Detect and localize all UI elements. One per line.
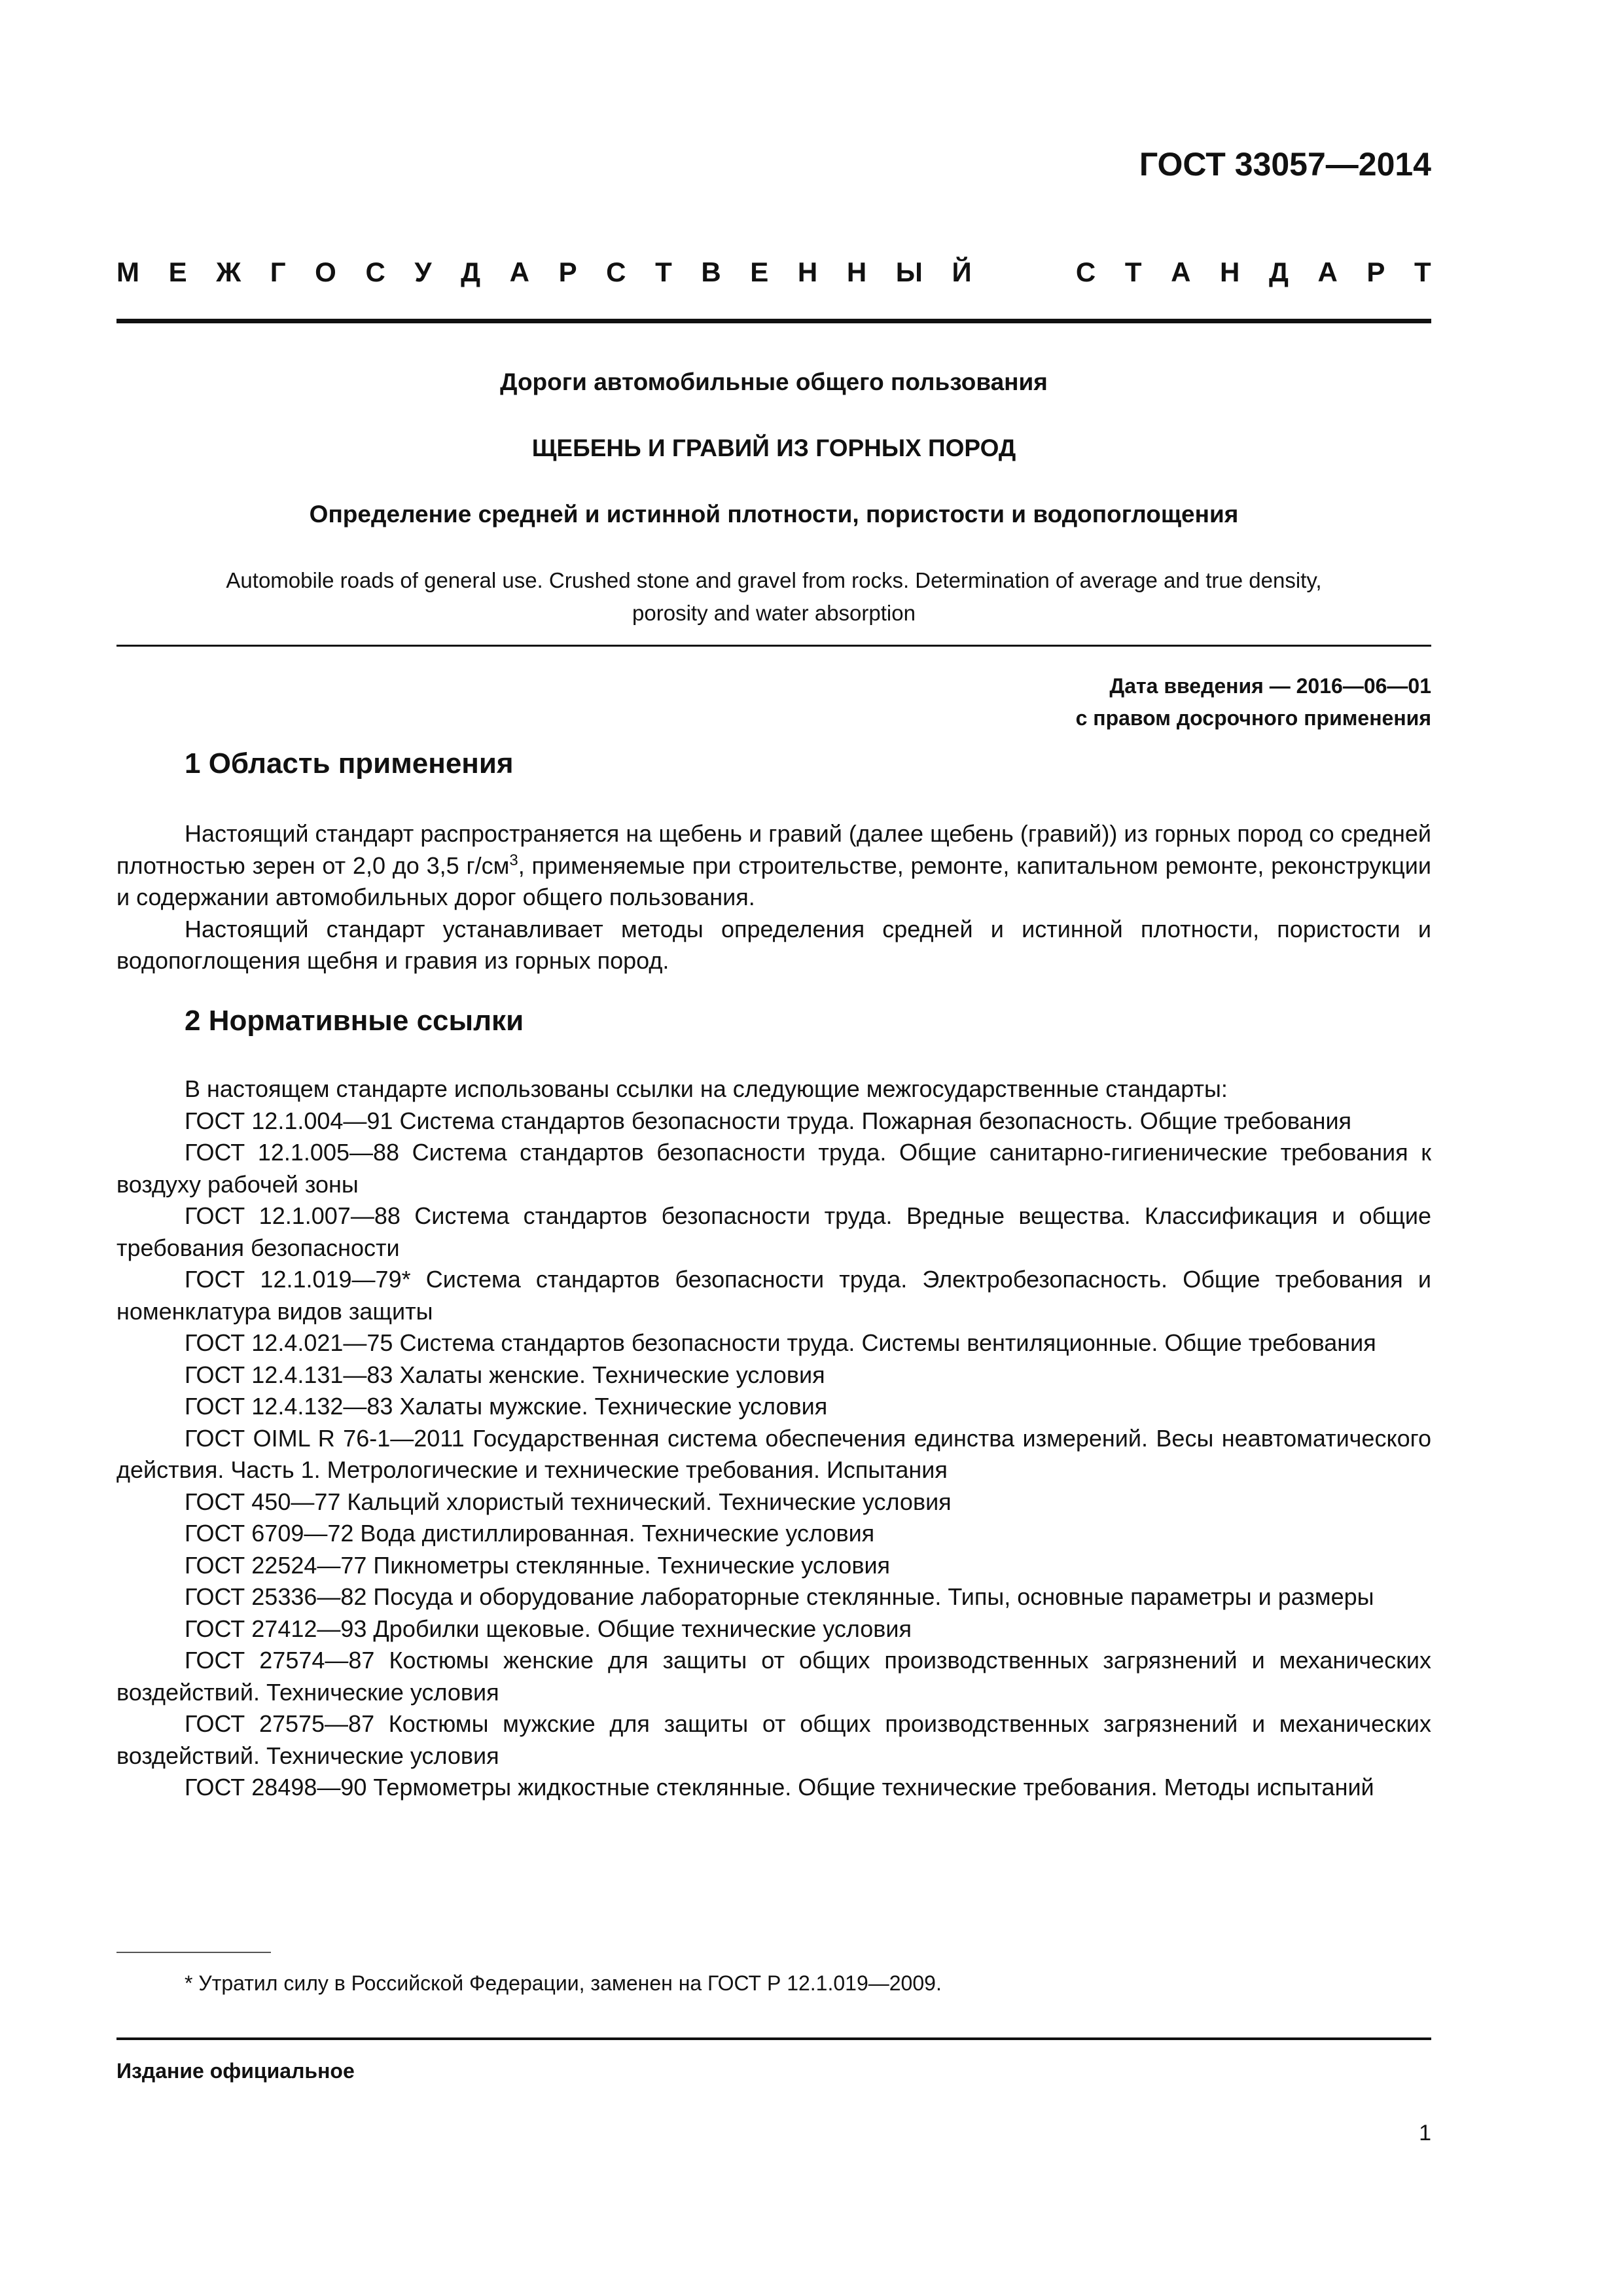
title-rule [116,645,1431,647]
section-2-heading: 2 Нормативные ссылки [185,1005,524,1037]
banner-letter: С [1075,257,1096,287]
english-title [116,564,1431,630]
banner-letter: Н [1220,257,1240,287]
banner-letter: С [365,257,385,287]
banner-letter: О [315,257,336,287]
title-line-1: Дороги автомобильные общего пользования [500,368,1048,395]
page-number: 1 [1419,2121,1431,2145]
footer-rule [116,2037,1431,2040]
banner-letter: Т [1124,257,1142,287]
banner-letter: М [116,257,139,287]
reference-item: ГОСТ 12.4.132—83 Халаты мужские. Технические условия [185,1393,828,1420]
english-title-line-2: porosity and water absorption [632,601,916,625]
reference-item: ГОСТ 27574—87 Костюмы женские для защиты от общих производственных загрязнений и механических воздействий. Технические условия [116,1647,1431,1706]
references-intro: В настоящем стандарте использованы ссылки на следующие межгосударственные стандарты: [185,1075,1228,1102]
banner-letter: Р [558,257,577,287]
reference-item: ГОСТ 28498—90 Термометры жидкостные стеклянные. Общие технические требования. Методы испытаний [185,1774,1374,1801]
reference-item: ГОСТ 12.1.019—79* Система стандартов безопасности труда. Электробезопасность. Общие требования и номенклатура видов защиты [116,1266,1431,1325]
section-1-paragraph-2: Настоящий стандарт устанавливает методы определения средней и истинной плотности, пористости и водопоглощения щебня и гравия из горных пород. [116,915,1431,974]
reference-item: ГОСТ 12.1.004—91 Система стандартов безопасности труда. Пожарная безопасность. Общие требования [185,1107,1352,1134]
reference-item: ГОСТ OIML R 76-1—2011 Государственная система обеспечения единства измерений. Весы неавтоматического действия. Часть 1. Метрологические и технические требования. Испытания [116,1424,1431,1483]
reference-item: ГОСТ 6709—72 Вода дистиллированная. Технические условия [185,1520,875,1547]
banner-letter: Й [952,257,972,287]
reference-item: ГОСТ 27575—87 Костюмы мужские для защиты от общих производственных загрязнений и механических воздействий. Технические условия [116,1710,1431,1769]
banner-letter: А [1317,257,1338,287]
document-page [116,0,1431,2296]
banner-letter: Е [750,257,769,287]
title-line-3: Определение средней и истинной плотности, пористости и водопоглощения [309,501,1239,528]
interstate-standard-banner [116,257,1431,288]
p1-text-before: Настоящий стандарт распространяется на щебень и гравий (далее щебень (гравий)) из горных пород со средней плотностью зерен от 2,0 до 3,5 г/см [116,820,1431,879]
reference-item: ГОСТ 25336—82 Посуда и оборудование лабораторные стеклянные. Типы, основные параметры и размеры [185,1583,1374,1610]
introduction-date [1076,670,1431,734]
reference-item: ГОСТ 12.4.021—75 Система стандартов безопасности труда. Системы вентиляционные. Общие требования [185,1329,1376,1356]
banner-letter: А [509,257,529,287]
section-1-heading: 1 Область применения [185,747,514,780]
banner-letter: Д [461,257,481,287]
banner-letter: С [606,257,626,287]
section-1-body [116,818,1431,977]
section-1-paragraph-1 [116,818,1431,914]
reference-item: ГОСТ 27412—93 Дробилки щековые. Общие технические условия [185,1615,912,1642]
cubic-superscript: 3 [509,851,518,869]
p1-text-after: , применяемые при строительстве, ремонте, капитальном ремонте, реконструкции и содержании автомобильных дорог общего пользования. [116,852,1431,910]
banner-letter: А [1171,257,1191,287]
gost-number: ГОСТ 33057—2014 [1139,146,1431,183]
normative-references [116,1073,1431,1804]
introduction-date-line: Дата введения — 2016—06—01 [1109,674,1431,698]
early-application-line: с правом досрочного применения [1075,706,1431,730]
banner-letter: Т [655,257,672,287]
banner-letter: В [701,257,721,287]
reference-item: ГОСТ 12.1.005—88 Система стандартов безопасности труда. Общие санитарно-гигиенические требования к воздуху рабочей зоны [116,1139,1431,1198]
official-edition: Издание официальное [116,2059,355,2083]
banner-letter: Н [846,257,867,287]
header-rule [116,319,1431,323]
banner-letter: У [414,257,432,287]
banner-letter: Р [1366,257,1385,287]
english-title-line-1: Automobile roads of general use. Crushed stone and gravel from rocks. Determination of average and true density, [226,568,1322,592]
banner-letter: Ж [216,257,241,287]
banner-letter: Е [168,257,187,287]
reference-item: ГОСТ 450—77 Кальций хлористый технический. Технические условия [185,1488,952,1515]
reference-item: ГОСТ 22524—77 Пикнометры стеклянные. Технические условия [185,1551,891,1579]
reference-item: ГОСТ 12.4.131—83 Халаты женские. Технические условия [185,1361,825,1388]
banner-letter: Д [1268,257,1289,287]
title-line-2: ЩЕБЕНЬ И ГРАВИЙ ИЗ ГОРНЫХ ПОРОД [531,435,1016,461]
banner-letter: Т [1414,257,1431,287]
footnote: * Утратил силу в Российской Федерации, заменен на ГОСТ Р 12.1.019—2009. [185,1971,942,1995]
banner-letter: Ы [895,257,923,287]
banner-letter: Г [270,257,286,287]
banner-letter: Н [797,257,818,287]
reference-item: ГОСТ 12.1.007—88 Система стандартов безопасности труда. Вредные вещества. Классификация и общие требования безопасности [116,1202,1431,1261]
footnote-separator [116,1952,271,1953]
